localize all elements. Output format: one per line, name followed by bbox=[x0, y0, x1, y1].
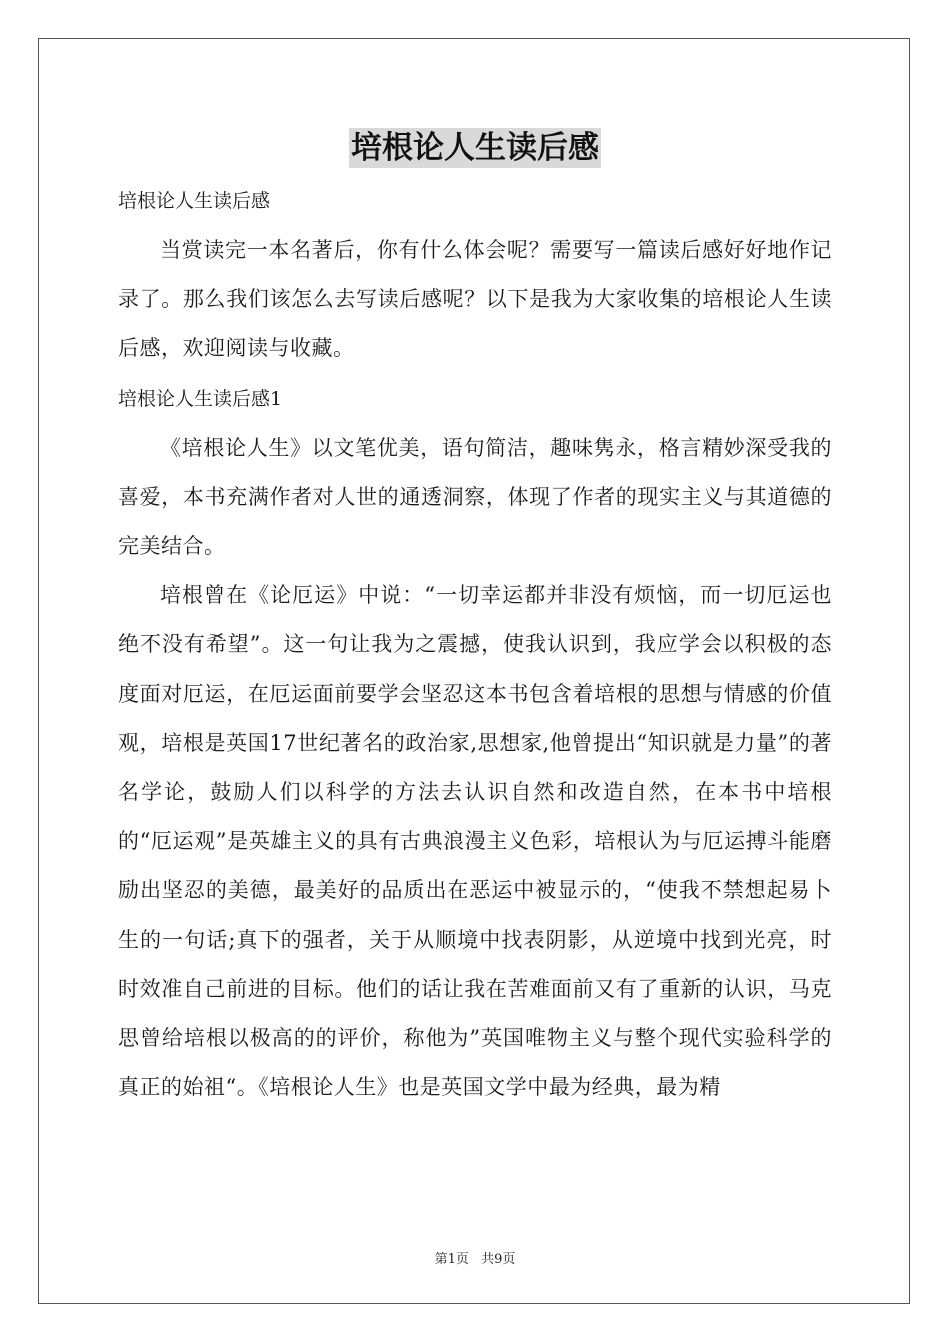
page-footer bbox=[0, 1248, 950, 1267]
page-number-total: 共9页 bbox=[481, 1252, 516, 1267]
intro-paragraph: 当赏读完一本名著后，你有什么体会呢？需要写一篇读后感好好地作记录了。那么我们该怎么去写读后感呢？以下是我为大家收集的培根论人生读后感，欢迎阅读与收藏。 bbox=[118, 238, 832, 361]
document-body bbox=[118, 176, 832, 1112]
paragraph-1: 《培根论人生》以文笔优美，语句简洁，趣味隽永，格言精妙深受我的喜爱，本书充满作者对人世的通透洞察，体现了作者的现实主义与其道德的完美结合。 bbox=[118, 435, 832, 559]
section-heading-main: 培根论人生读后感 bbox=[118, 190, 271, 212]
section-heading-1: 培根论人生读后感1 bbox=[118, 387, 283, 410]
paragraph-2: 培根曾在《论厄运》中说：“一切幸运都并非没有烦恼，而一切厄运也绝不没有希望”。这一句让我为之震撼，使我认识到，我应学会以积极的态度面对厄运，在厄运面前要学会坚忍这本书包含着培根的思想与情感的价值观，培根是英国17世纪著名的政治家,思想家,他曾提出“知识就是力量”的著名学论，鼓励人们以科学的方法去认识自然和改造自然，在本书中培根的“厄运观”是英雄主义的具有古典浪漫主义色彩，培根认为与厄运搏斗能磨励出坚忍的美德，最美好的品质出在恶运中被显示的，“使我不禁想起易卜生的一句话;真下的强者，关于从顺境中找表阴影，从逆境中找到光亮，时时效准自己前进的目标。他们的话让我在苦难面前又有了重新的认识，马克思曾给培根以极高的的评价，称他为”英国唯物主义与整个现代实验科学的真正的始祖“。《培根论人生》也是英国文学中最为经典，最为精 bbox=[118, 583, 832, 1100]
page-number-current: 第1页 bbox=[434, 1252, 469, 1267]
document-title: 培根论人生读后感 bbox=[351, 130, 599, 166]
title-wrap bbox=[0, 128, 950, 168]
